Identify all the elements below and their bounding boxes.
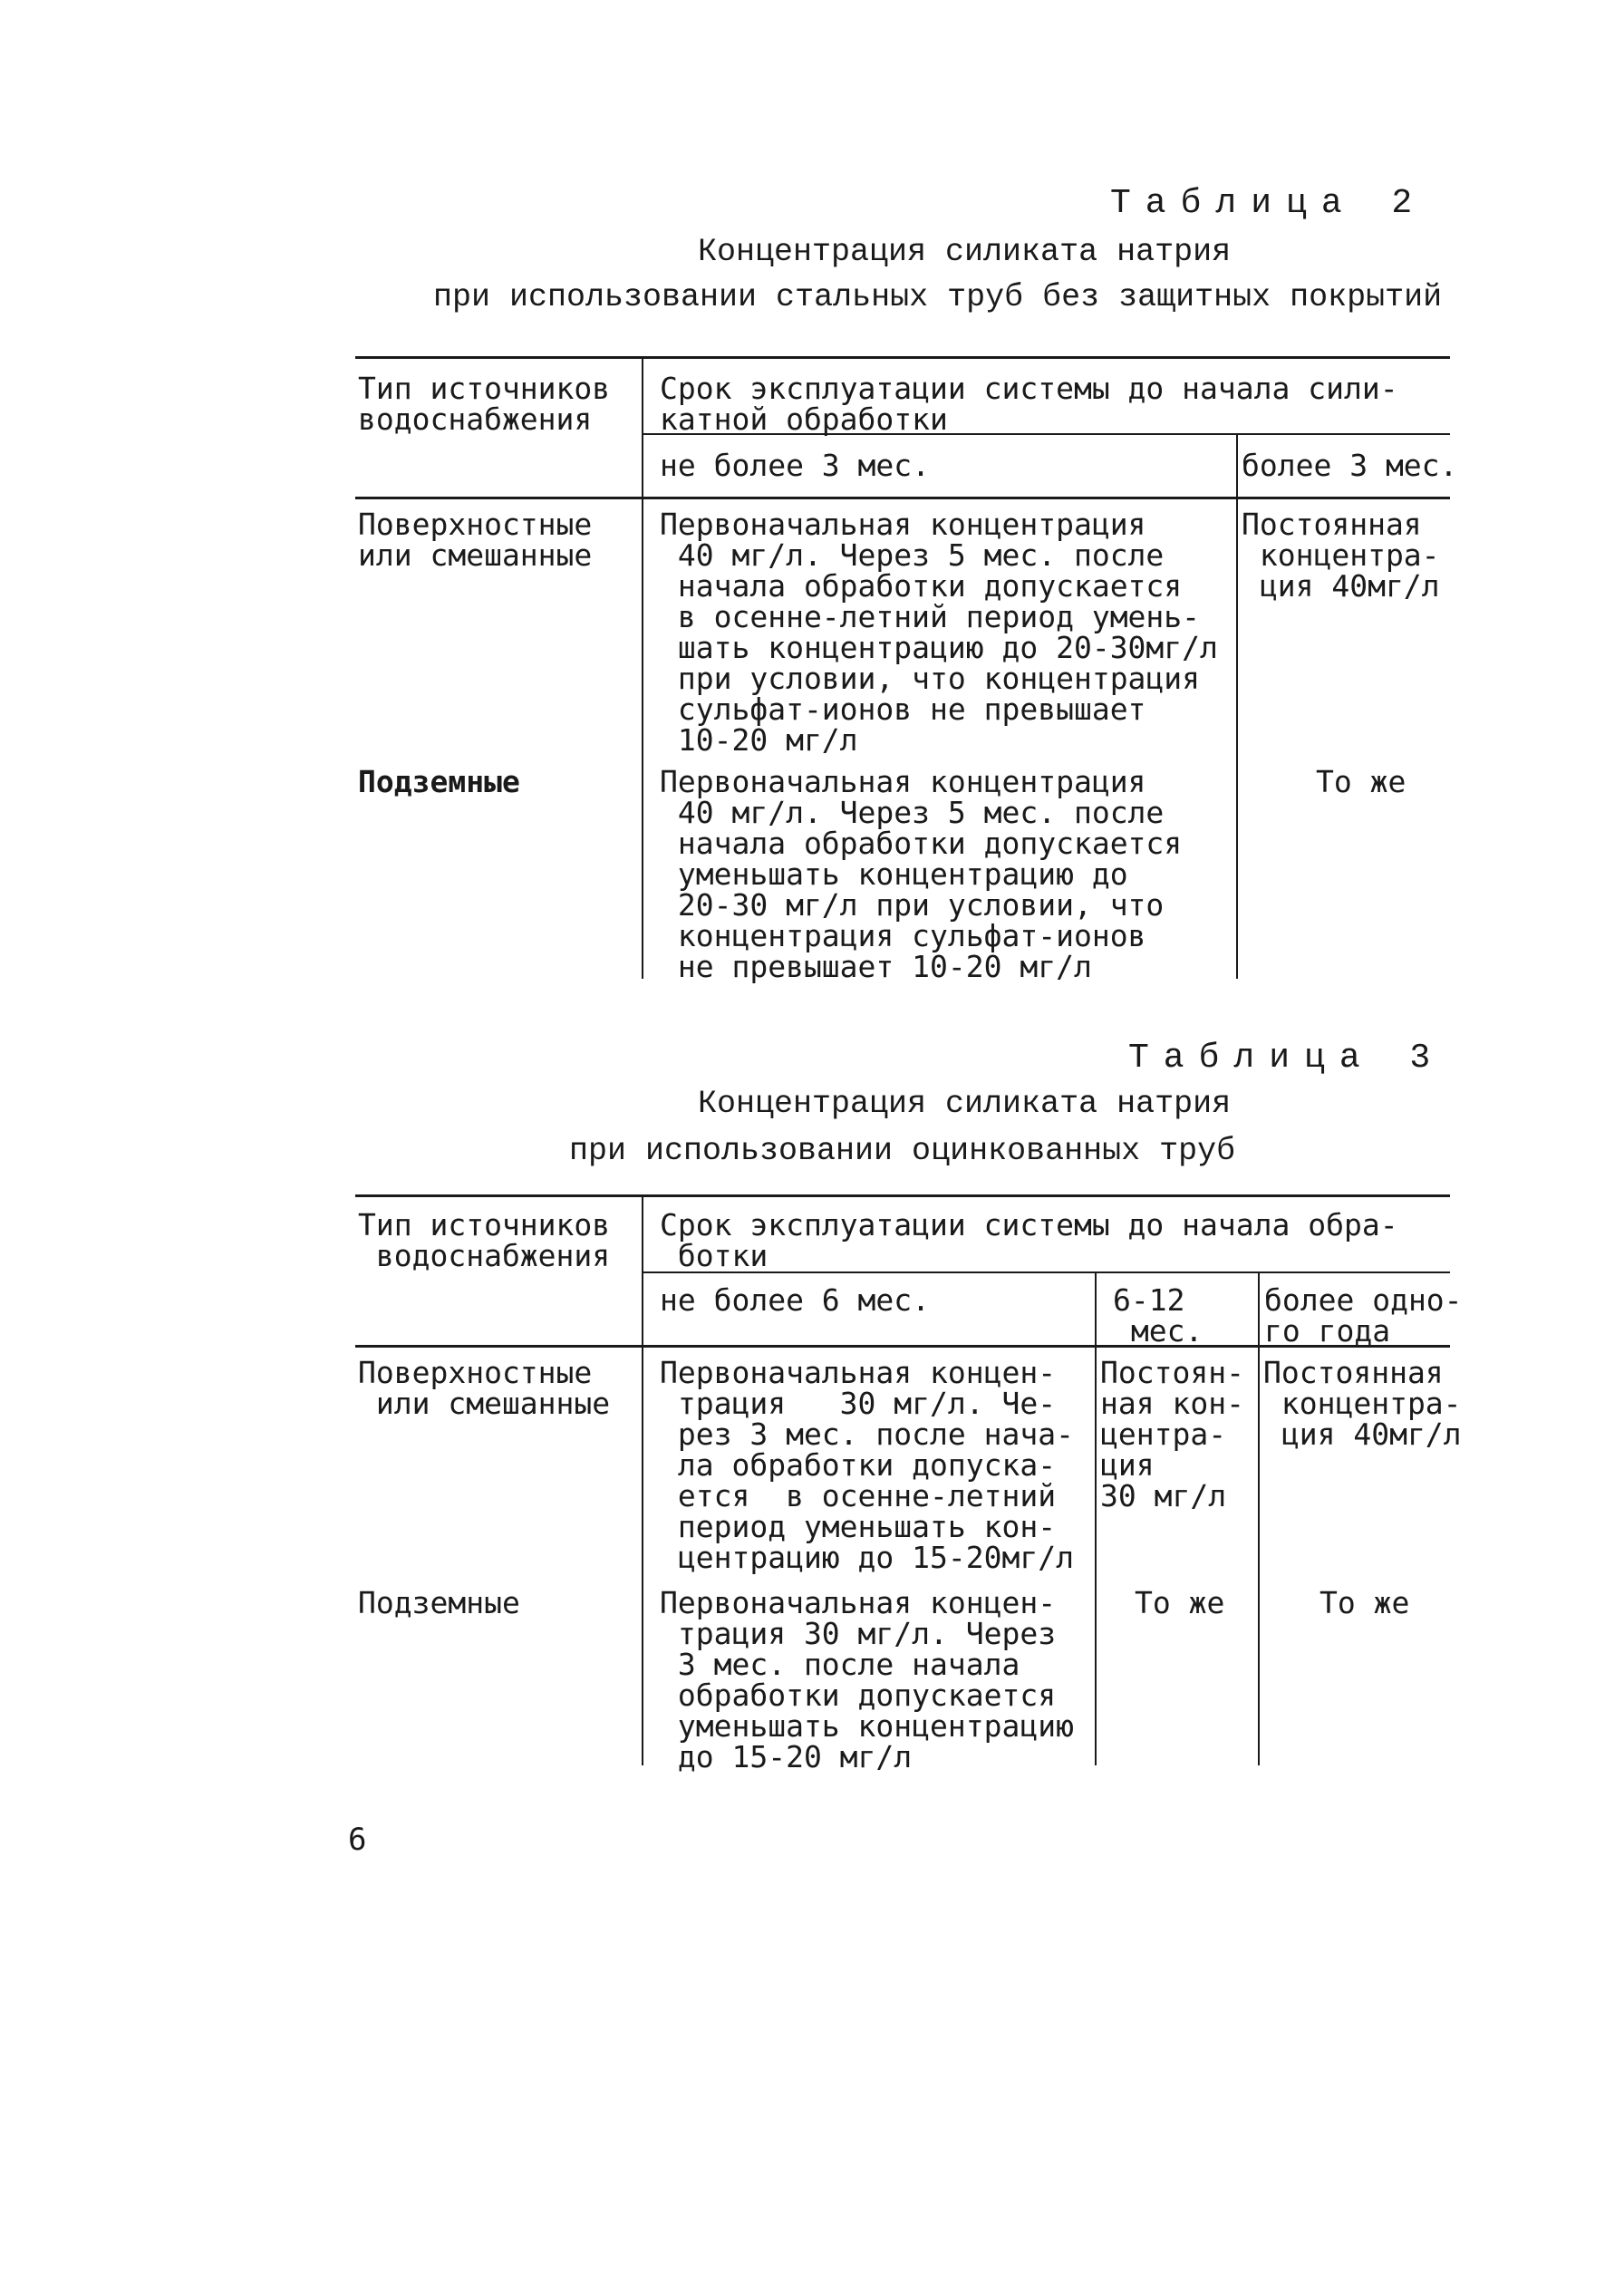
table-3-header-source: Тип источников водоснабжения bbox=[358, 1207, 611, 1273]
table-3-title-line2: при использовании оцинкованных труб bbox=[569, 1133, 1236, 1169]
table-3-top-rule bbox=[355, 1194, 1450, 1197]
table-3-row-2-source: Подземные bbox=[358, 1585, 520, 1620]
table-2-row-1-value-1: Первоначальная концентрация 40 мг/л. Через 5 мес. после начала обработки допускается в осенне-летний период умень- шать концентрацию до 20-30мг/л при условии, что концентрация сульфат-ионов не превышает 10-20 мг/л bbox=[660, 507, 1218, 758]
table-2-row-2-source: Подземные bbox=[358, 764, 520, 799]
table-2-top-rule bbox=[355, 356, 1450, 359]
table-3-row-2-value-3: То же bbox=[1320, 1585, 1410, 1620]
table-3-row-2-value-1: Первоначальная концен- трация 30 мг/л. Через 3 мес. после начала обработки допускается уменьшать концентрацию до 15-20 мг/л bbox=[660, 1585, 1074, 1774]
table-2-title-line2: при использовании стальных труб без защитных покрытий bbox=[433, 279, 1443, 315]
page-number: 6 bbox=[348, 1822, 367, 1858]
table-3-subheader-1: не более 6 мес. bbox=[660, 1282, 931, 1318]
table-3-row-1-value-3: Постоянная концентра- ция 40мг/л bbox=[1263, 1355, 1462, 1452]
table-3-header-period: Срок эксплуатации системы до начала обра- ботки bbox=[660, 1207, 1398, 1273]
table-2-header-period: Срок эксплуатации системы до начала сили- катной обработки bbox=[660, 371, 1398, 437]
table-3-col-divider-2 bbox=[1095, 1271, 1097, 1765]
table-2-subheader-1: не более 3 мес. bbox=[660, 448, 931, 483]
table-2-label: Таблица 2 bbox=[1110, 184, 1427, 223]
table-2-row-1-source: Поверхностные или смешанные bbox=[358, 507, 593, 573]
table-3-row-1-value-2: Постоян- ная кон- центра- ция 30 мг/л bbox=[1100, 1355, 1244, 1513]
table-2-row-2-value-2: То же bbox=[1316, 764, 1406, 799]
table-2-col-divider-1 bbox=[642, 356, 643, 979]
table-3-subheader-3: более одно- го года bbox=[1264, 1282, 1463, 1349]
table-2-header-source: Тип источников водоснабжения bbox=[358, 371, 611, 437]
table-3-col-divider-1 bbox=[642, 1194, 643, 1765]
table-3-subheader-2: 6-12 мес. bbox=[1113, 1282, 1204, 1349]
table-3-title-line1: Концентрация силиката натрия bbox=[698, 1086, 1232, 1122]
table-2-header-bottom-rule bbox=[355, 497, 1450, 499]
table-3-label: Таблица 3 bbox=[1128, 1039, 1445, 1078]
table-3-row-2-value-2: То же bbox=[1135, 1585, 1225, 1620]
table-2-row-1-value-2: Постоянная концентра- ция 40мг/л bbox=[1242, 507, 1440, 604]
table-2-subheader-2: более 3 мес. bbox=[1242, 448, 1458, 483]
table-2-col-divider-2 bbox=[1236, 433, 1238, 979]
table-2-row-2-value-1: Первоначальная концентрация 40 мг/л. Через 5 мес. после начала обработки допускается уменьшать концентрацию до 20-30 мг/л при условии, что концентрация сульфат-ионов не превышает 10-20 мг/л bbox=[660, 764, 1183, 984]
table-3-row-1-source: Поверхностные или смешанные bbox=[358, 1355, 611, 1421]
table-3-row-1-value-1: Первоначальная концен- трация 30 мг/л. Че- рез 3 мес. после нача- ла обработки допуска- ется в осенне-летний период уменьшать кон- центрацию до 15-20мг/л bbox=[660, 1355, 1074, 1575]
table-2-title-line1: Концентрация силиката натрия bbox=[698, 234, 1232, 270]
table-3-col-divider-3 bbox=[1258, 1271, 1260, 1765]
